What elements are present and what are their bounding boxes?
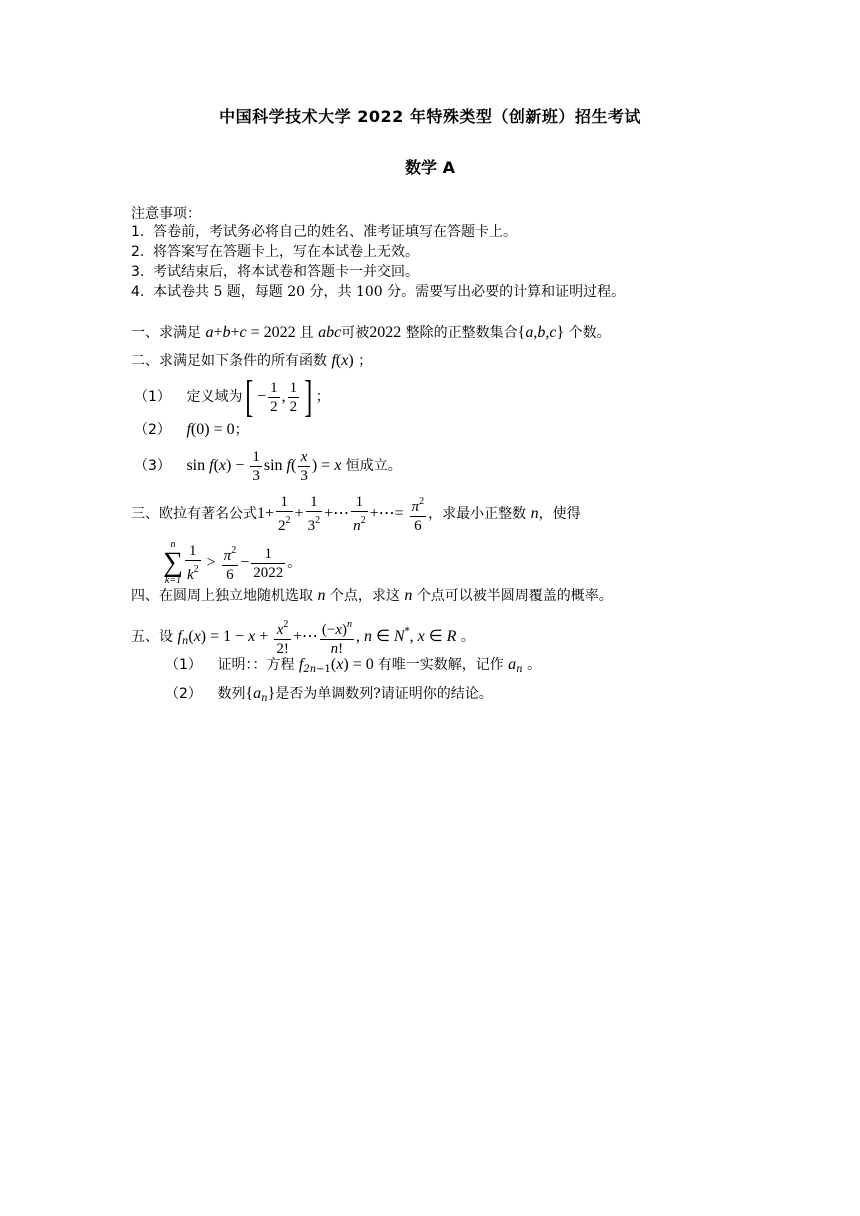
q5-prefix: 五、设 bbox=[131, 629, 173, 645]
note-text: 答卷前，考试务必将自己的姓名、准考证填写在答题卡上。 bbox=[153, 224, 517, 240]
q2-item-end: ； bbox=[315, 389, 330, 405]
notes-heading: 注意事项： bbox=[131, 206, 201, 222]
q5-item-text: 证明：：方程 bbox=[217, 657, 295, 673]
q3-prefix: 三、欧拉有著名公式 bbox=[131, 506, 257, 522]
q2-item-1: （1） 定义域为[ − $\frac{1}{2}$ , $\frac{1}{2}$ ] ； bbox=[134, 372, 330, 421]
q2-item-2: （2） f(0) = 0； bbox=[134, 421, 249, 438]
question-5: 五、设 $f_n(x) = 1 - x$ + $\frac{x^2}{2!}$ +⋯ $\frac{(-x)^n}{n!}$ , n ∈ N*, x ∈ R 。 bbox=[131, 619, 475, 657]
q3-suffix: ，使得 bbox=[538, 506, 581, 522]
exam-title: 中国科学技术大学 2022 年特殊类型（创新班）招生考试 bbox=[219, 107, 641, 126]
q1-and: 且 bbox=[299, 325, 314, 341]
note-number: 3. bbox=[131, 264, 145, 280]
q2-function: f bbox=[331, 352, 336, 369]
q4-mid: 个点，求这 bbox=[329, 588, 400, 604]
q2-item-text: 定义域为 bbox=[186, 389, 243, 405]
q2-item-number: （3） bbox=[134, 458, 171, 474]
q5-item-2: （2） 数列$\{a_n\}$是否为单调数列?请证明你的结论。 bbox=[165, 685, 493, 704]
q2-item-3: （3） sin f(x) − $\frac{1}{3}$ sin f( $\frac{x}{3}$ ) = x 恒成立。 bbox=[134, 446, 402, 486]
q2-item-end: ； bbox=[234, 422, 249, 438]
q2-item-number: （2） bbox=[134, 422, 171, 438]
q2-item-number: （1） bbox=[134, 389, 171, 405]
q5-item-end: 是否为单调数列?请证明你的结论。 bbox=[275, 686, 493, 702]
note-number: 1. bbox=[131, 224, 145, 240]
question-4: 四、在圆周上独立地随机选取 n 个点，求这 n 个点可以被半圆周覆盖的概率。 bbox=[131, 587, 613, 604]
q5-item-mid: 有唯一实数解，记作 bbox=[377, 657, 504, 673]
q1-end: 个数。 bbox=[568, 325, 611, 341]
q1-suffix: 整除的正整数集合 bbox=[405, 325, 518, 341]
q1-product: abc bbox=[318, 324, 342, 341]
q3-inequality: n ∑ k=1 $\frac{1}{k^2}$ > $\frac{\pi^2}{6}$ − $\frac{1}{2022}$ 。 bbox=[163, 539, 302, 586]
note-number: 2. bbox=[131, 244, 145, 260]
q5-item-number: （1） bbox=[165, 657, 202, 673]
q1-equation: a bbox=[205, 324, 214, 341]
q3-end: 。 bbox=[287, 555, 302, 571]
note-number: 4. bbox=[131, 284, 145, 300]
q5-item-text: 数列 bbox=[217, 686, 246, 702]
q4-prefix: 四、在圆周上独立地随机选取 bbox=[131, 588, 313, 604]
q1-prefix: 一、求满足 bbox=[131, 325, 201, 341]
q3-mid: ，求最小正整数 bbox=[428, 506, 527, 522]
q5-end: 。 bbox=[460, 629, 475, 645]
note-text: 本试卷共 5 题，每题 20 分，共 100 分。需要写出必要的计算和证明过程。 bbox=[153, 284, 626, 300]
q1-divisible: 可被 bbox=[341, 325, 370, 341]
q2-end: ； bbox=[358, 353, 373, 369]
q2-prefix: 二、求满足如下条件的所有函数 bbox=[131, 353, 327, 369]
question-1: 一、求满足 a+b+c = 2022 且 abc可被2022 整除的正整数集合{a,b,c} 个数。 bbox=[131, 324, 611, 341]
q2-item-end: 恒成立。 bbox=[345, 458, 402, 474]
q5-item-number: （2） bbox=[165, 686, 202, 702]
q1-set: {a,b,c} bbox=[517, 324, 565, 341]
note-item bbox=[131, 283, 625, 301]
exam-subtitle: 数学 A bbox=[405, 158, 455, 177]
q4-suffix: 个点可以被半圆周覆盖的概率。 bbox=[416, 588, 613, 604]
note-item bbox=[131, 263, 419, 281]
question-3: 三、欧拉有著名公式1+ $\frac{1}{2^2}$ + $\frac{1}{3^2}$ +⋯ $\frac{1}{n^2}$ +⋯= $\frac{\pi^2}{6}$ ，求最小正整数 n，使得 bbox=[131, 494, 581, 534]
question-2: 二、求满足如下条件的所有函数 f(x) ； bbox=[131, 352, 373, 369]
q5-item-end: 。 bbox=[527, 657, 542, 673]
q5-item-1: （1） 证明：：方程 $f_{2n-1}(x) = 0$ 有唯一实数解，记作 $a_n$ 。 bbox=[165, 656, 542, 675]
note-text: 将答案写在答题卡上，写在本试卷上无效。 bbox=[153, 244, 419, 260]
note-text: 考试结束后，将本试卷和答题卡一并交回。 bbox=[153, 264, 419, 280]
note-item bbox=[131, 223, 517, 241]
note-item bbox=[131, 243, 419, 261]
